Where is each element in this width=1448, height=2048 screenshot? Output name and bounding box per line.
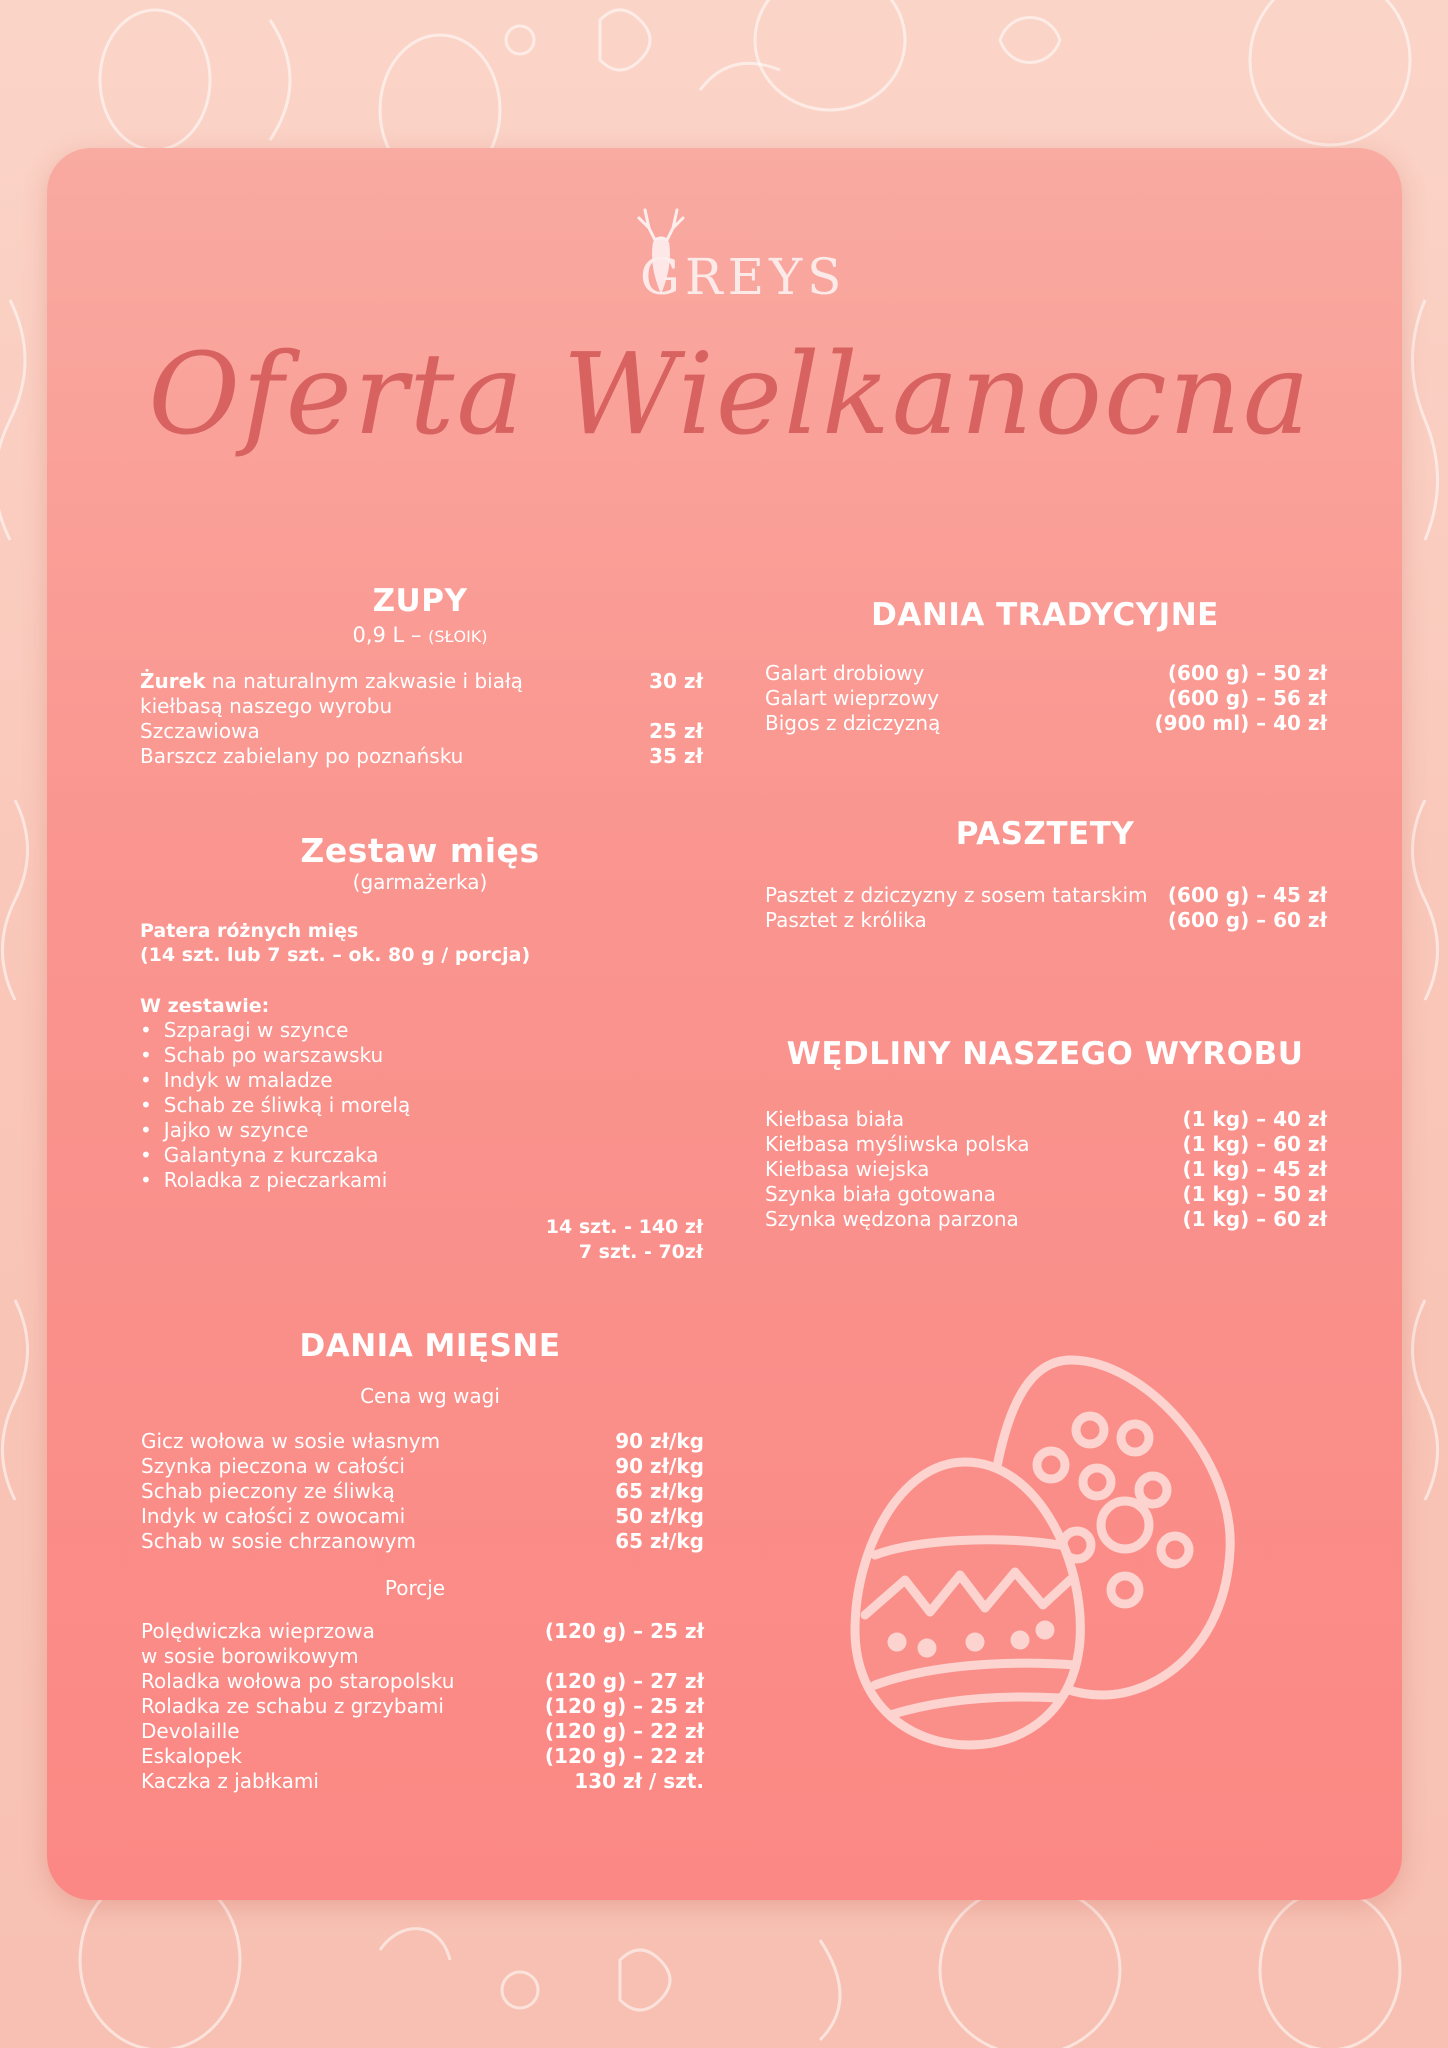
item-price: 35 zł	[649, 744, 703, 768]
item-price: (120 g) – 27 zł	[544, 1669, 704, 1693]
item-price: (1 kg) – 45 zł	[1182, 1157, 1327, 1181]
list-item: • Indyk w maladze	[140, 1068, 333, 1092]
item-name: Barszcz zabielany po poznańsku	[140, 744, 464, 768]
item-name: Galart drobiowy	[765, 661, 925, 685]
list-item: • Szparagi w szynce	[140, 1018, 348, 1042]
list-item: • Schab ze śliwką i morelą	[140, 1093, 410, 1117]
item-name: Kiełbasa biała	[765, 1107, 905, 1131]
zestaw-line2: (14 szt. lub 7 szt. – ok. 80 g / porcja)	[140, 944, 531, 966]
item-price: 30 zł	[649, 669, 703, 693]
item-name-cont: w sosie borowikowym	[141, 1644, 359, 1668]
item-price: (120 g) – 25 zł	[544, 1694, 704, 1718]
page-title: Oferta Wielkanocna	[148, 330, 1312, 460]
item-price: (120 g) – 25 zł	[544, 1619, 704, 1643]
item-name: Galart wieprzowy	[765, 686, 940, 710]
list-item: • Schab po warszawsku	[140, 1043, 383, 1067]
item-name-cont: kiełbasą naszego wyrobu	[140, 694, 393, 718]
item-name: Pasztet z dziczyzny z sosem tatarskim	[765, 883, 1148, 907]
zestaw-price-7: 7 szt. - 70zł	[578, 1241, 703, 1263]
item-name: Pasztet z królika	[765, 908, 927, 932]
item-price: (1 kg) – 60 zł	[1182, 1207, 1327, 1231]
item-price: 90 zł/kg	[615, 1454, 704, 1478]
item-name: Indyk w całości z owocami	[141, 1504, 406, 1528]
item-price: 90 zł/kg	[615, 1429, 704, 1453]
zestaw-price-14: 14 szt. - 140 zł	[545, 1216, 703, 1238]
item-price: (1 kg) – 60 zł	[1182, 1132, 1327, 1156]
item-price: 25 zł	[649, 719, 703, 743]
zestaw-line1: Patera różnych mięs	[140, 920, 359, 942]
item-name: Devolaille	[141, 1719, 240, 1743]
item-name: Roladka ze schabu z grzybami	[141, 1694, 444, 1718]
item-name-bold: Żurek	[140, 669, 206, 693]
item-name: Bigos z dziczyzną	[765, 711, 941, 735]
wedliny-title: WĘDLINY NASZEGO WYROBU	[786, 1036, 1304, 1072]
item-name: Polędwiczka wieprzowa	[141, 1619, 375, 1643]
item-name: Kiełbasa myśliwska polska	[765, 1132, 1030, 1156]
list-item: • Roladka z pieczarkami	[140, 1168, 387, 1192]
zupy-subtitle	[140, 623, 700, 647]
item-name: Szynka pieczona w całości	[141, 1454, 405, 1478]
item-price: 65 zł/kg	[615, 1529, 704, 1553]
item-name: Kiełbasa wiejska	[765, 1157, 930, 1181]
item-name: Schab w sosie chrzanowym	[141, 1529, 416, 1553]
item-price: (600 g) – 56 zł	[1167, 686, 1327, 710]
item-name: Eskalopek	[141, 1744, 242, 1768]
item-name: Szczawiowa	[140, 719, 260, 743]
item-price: (600 g) – 50 zł	[1167, 661, 1327, 685]
brand-name: GREYS	[640, 248, 847, 306]
item-name: Szynka wędzona parzona	[765, 1207, 1019, 1231]
item-name: Kaczka z jabłkami	[141, 1769, 319, 1793]
item-name: Schab pieczony ze śliwką	[141, 1479, 395, 1503]
item-price: (120 g) – 22 zł	[544, 1719, 704, 1743]
item-name: Roladka wołowa po staropolsku	[141, 1669, 455, 1693]
item-price: 50 zł/kg	[615, 1504, 704, 1528]
list-item: • Galantyna z kurczaka	[140, 1143, 379, 1167]
list-item: • Jajko w szynce	[140, 1118, 308, 1142]
item-name: Gicz wołowa w sosie własnym	[141, 1429, 441, 1453]
pasztety-title: PASZTETY	[955, 816, 1135, 852]
miesne-sub2: Porcje	[384, 1576, 446, 1600]
item-price: (900 ml) – 40 zł	[1154, 711, 1327, 735]
item-price: 65 zł/kg	[615, 1479, 704, 1503]
zupy-volume-note: (SŁOIK)	[428, 627, 488, 646]
item-price: (1 kg) – 40 zł	[1182, 1107, 1327, 1131]
miesne-title: DANIA MIĘSNE	[299, 1328, 561, 1364]
miesne-sub1: Cena wg wagi	[360, 1384, 500, 1408]
item-name: Szynka biała gotowana	[765, 1182, 996, 1206]
zupy-volume: 0,9 L –	[352, 623, 422, 647]
zestaw-title: Zestaw mięs	[300, 831, 540, 870]
zupy-title: ZUPY	[372, 583, 468, 619]
item-name: na naturalnym zakwasie i białą	[205, 669, 523, 693]
easter-eggs-icon	[835, 1350, 1255, 1760]
zestaw-subtitle: (garmażerka)	[352, 870, 488, 894]
item-price: (600 g) – 60 zł	[1167, 908, 1327, 932]
zestaw-heading: W zestawie:	[140, 995, 270, 1017]
tradycyjne-title: DANIA TRADYCYJNE	[871, 597, 1219, 633]
item-price: 130 zł / szt.	[574, 1769, 704, 1793]
item-price: (1 kg) – 50 zł	[1182, 1182, 1327, 1206]
item-price: (120 g) – 22 zł	[544, 1744, 704, 1768]
item-price: (600 g) – 45 zł	[1167, 883, 1327, 907]
